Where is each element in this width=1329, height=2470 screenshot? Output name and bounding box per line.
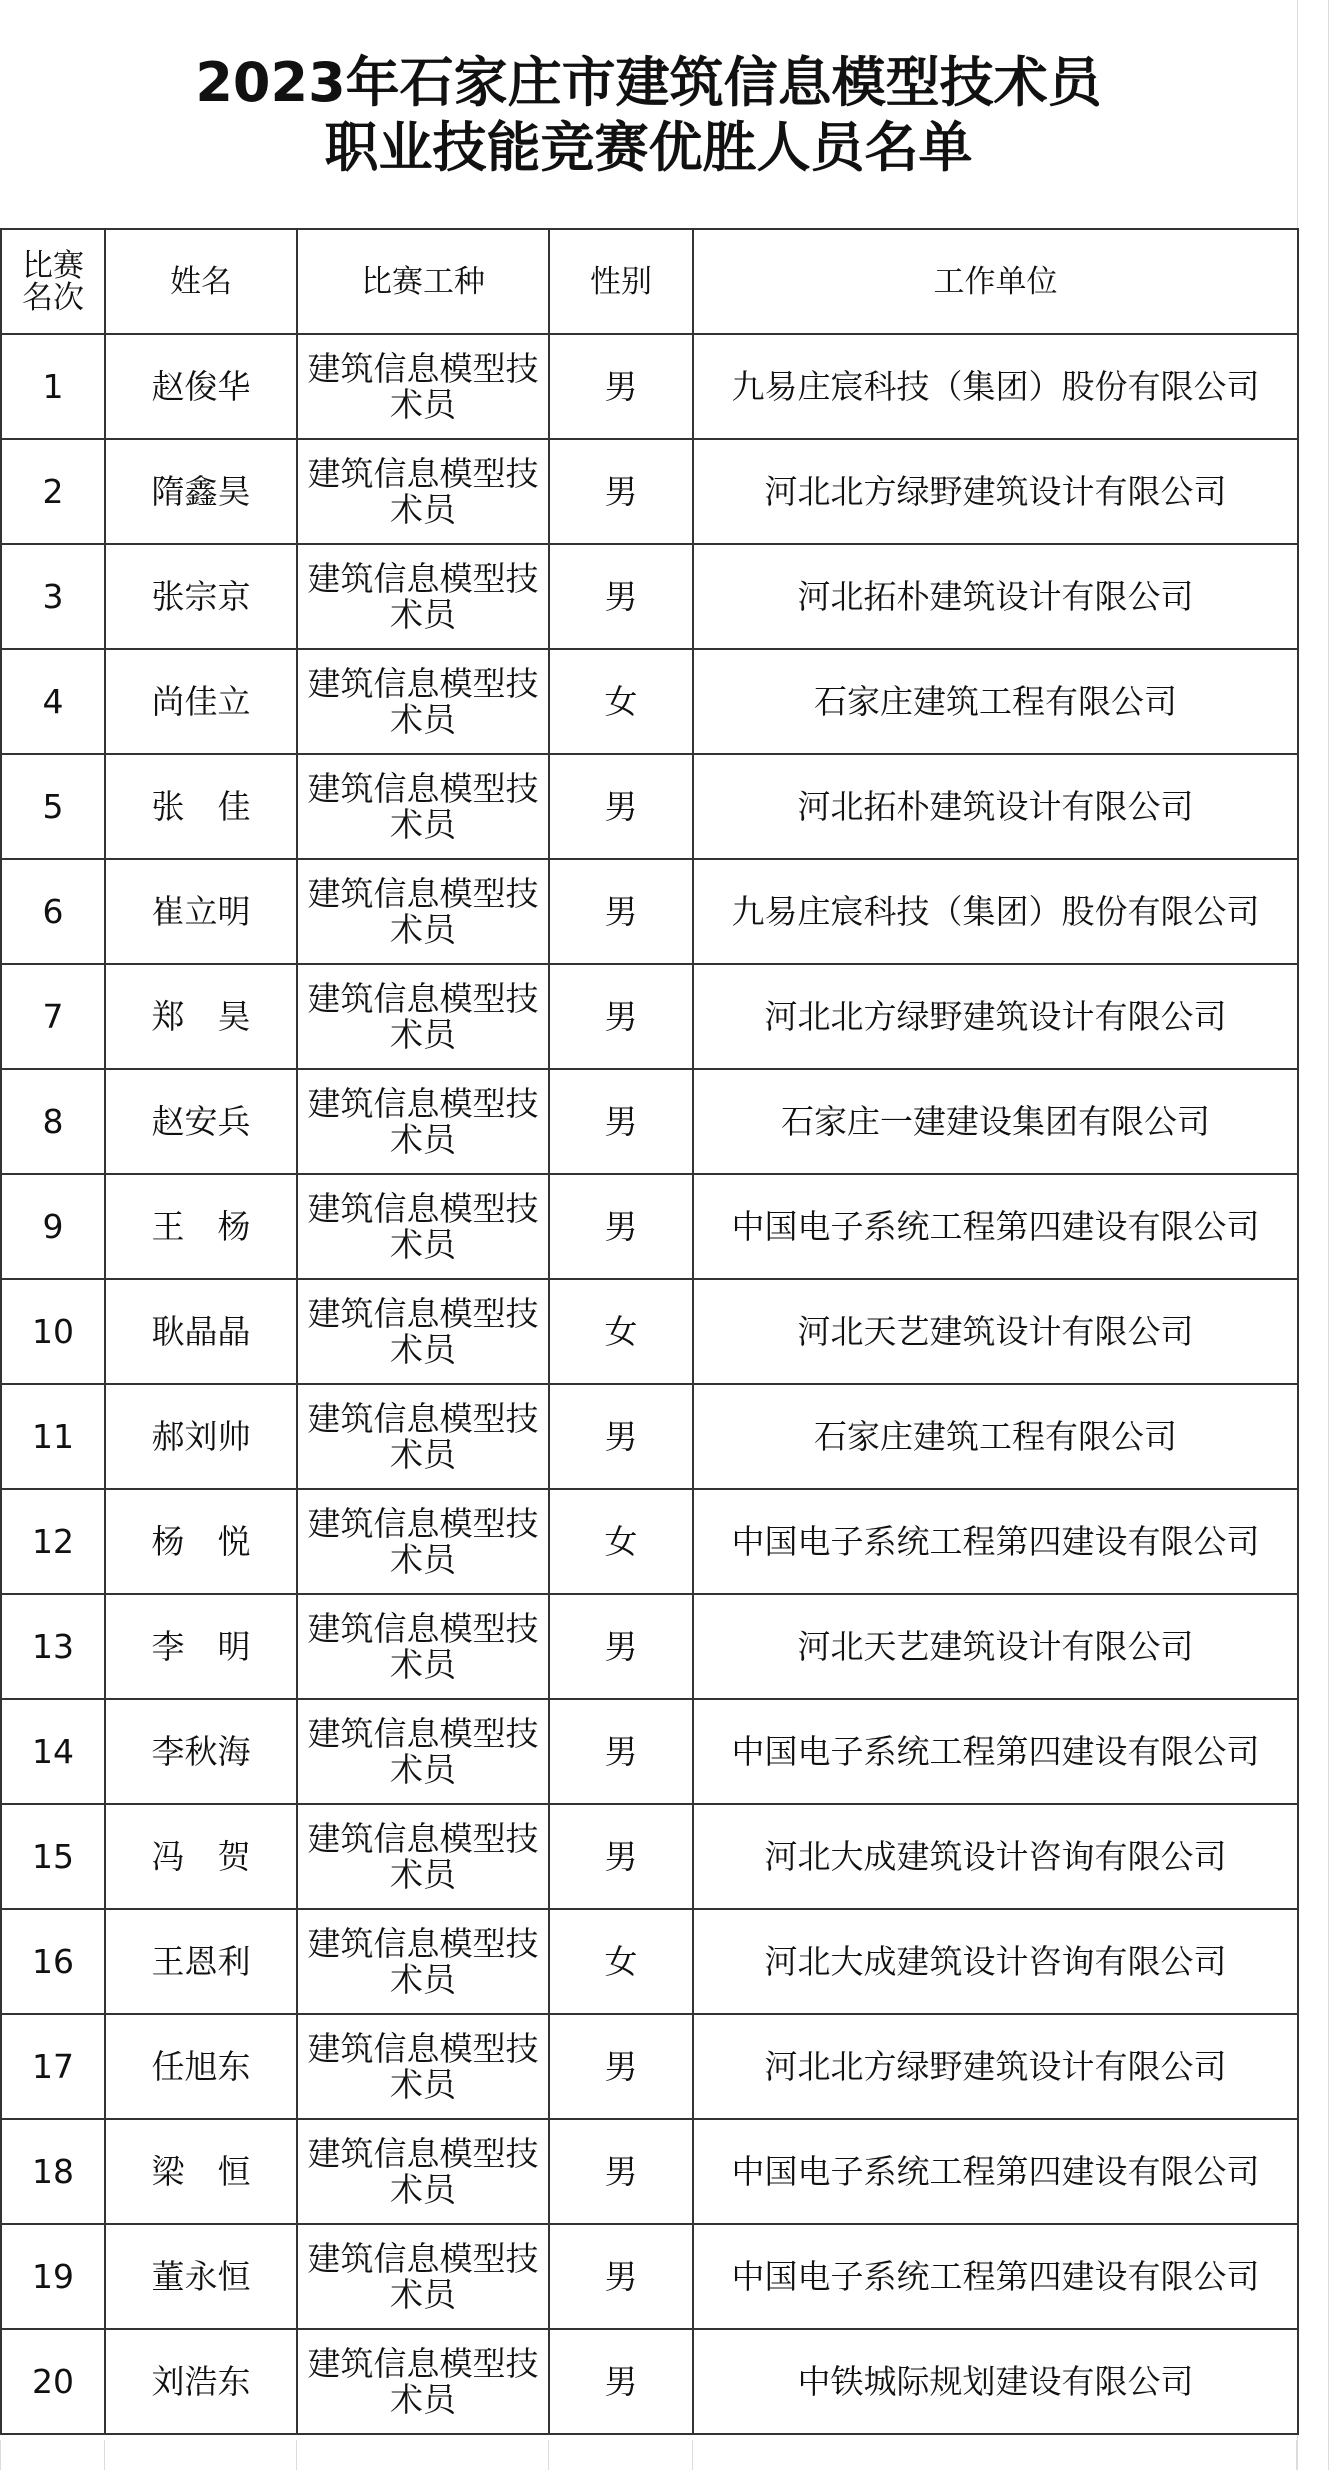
cell-competition-type — [297, 1489, 549, 1594]
table-row — [1, 1699, 1298, 1804]
cell-gender: 男 — [549, 1174, 693, 1279]
competition-type-text: 建筑信息模型技术员 — [307, 1503, 539, 1579]
table-row — [1, 1594, 1298, 1699]
cell-gender: 男 — [549, 2224, 693, 2329]
cell-competition-type — [297, 2224, 549, 2329]
table-row — [1, 1489, 1298, 1594]
cell-gender: 女 — [549, 1279, 693, 1384]
header-work-unit: 工作单位 — [693, 229, 1298, 334]
cell-rank: 10 — [1, 1279, 105, 1384]
cell-rank: 12 — [1, 1489, 105, 1594]
cell-rank: 11 — [1, 1384, 105, 1489]
competition-type-text: 建筑信息模型技术员 — [307, 1923, 539, 1999]
table-row — [1, 334, 1298, 439]
cell-work-unit: 九易庄宸科技（集团）股份有限公司 — [693, 334, 1298, 439]
cell-gender: 男 — [549, 1804, 693, 1909]
cell-name: 郝刘帅 — [105, 1384, 297, 1489]
table-row — [1, 2119, 1298, 2224]
cell-name: 李秋海 — [105, 1699, 297, 1804]
header-rank: 比赛名次 — [1, 229, 105, 334]
competition-type-text: 建筑信息模型技术员 — [307, 1398, 539, 1474]
cell-rank: 6 — [1, 859, 105, 964]
competition-type-text: 建筑信息模型技术员 — [307, 2028, 539, 2104]
sheet-bottom-strip — [0, 2440, 1297, 2470]
cell-gender: 男 — [549, 754, 693, 859]
cell-competition-type — [297, 1279, 549, 1384]
cell-gender: 男 — [549, 1384, 693, 1489]
cell-competition-type — [297, 2119, 549, 2224]
cell-work-unit: 中铁城际规划建设有限公司 — [693, 2329, 1298, 2434]
competition-type-text: 建筑信息模型技术员 — [307, 348, 539, 424]
cell-work-unit: 中国电子系统工程第四建设有限公司 — [693, 1699, 1298, 1804]
competition-type-text: 建筑信息模型技术员 — [307, 1818, 539, 1894]
cell-work-unit: 九易庄宸科技（集团）股份有限公司 — [693, 859, 1298, 964]
cell-competition-type — [297, 544, 549, 649]
cell-competition-type — [297, 2329, 549, 2434]
cell-name: 冯 贺 — [105, 1804, 297, 1909]
cell-rank: 1 — [1, 334, 105, 439]
cell-rank: 16 — [1, 1909, 105, 2014]
cell-rank: 2 — [1, 439, 105, 544]
cell-gender: 女 — [549, 1489, 693, 1594]
header-competition-type: 比赛工种 — [297, 229, 549, 334]
sheet-gridline — [0, 2440, 1, 2470]
competition-type-text: 建筑信息模型技术员 — [307, 2133, 539, 2209]
cell-work-unit: 河北天艺建筑设计有限公司 — [693, 1279, 1298, 1384]
competition-type-text: 建筑信息模型技术员 — [307, 2343, 539, 2419]
cell-competition-type — [297, 2014, 549, 2119]
cell-gender: 男 — [549, 964, 693, 1069]
document-title-line-2: 职业技能竞赛优胜人员名单 — [324, 116, 973, 179]
cell-name: 王 杨 — [105, 1174, 297, 1279]
cell-competition-type — [297, 1699, 549, 1804]
cell-rank: 18 — [1, 2119, 105, 2224]
cell-competition-type — [297, 754, 549, 859]
cell-name: 杨 悦 — [105, 1489, 297, 1594]
header-gender: 性别 — [549, 229, 693, 334]
cell-competition-type — [297, 439, 549, 544]
cell-name: 崔立明 — [105, 859, 297, 964]
cell-name: 任旭东 — [105, 2014, 297, 2119]
sheet-gridline — [548, 2440, 549, 2470]
cell-work-unit: 河北拓朴建筑设计有限公司 — [693, 544, 1298, 649]
cell-work-unit: 中国电子系统工程第四建设有限公司 — [693, 2224, 1298, 2329]
cell-name: 隋鑫昊 — [105, 439, 297, 544]
cell-gender: 男 — [549, 544, 693, 649]
sheet-gridline — [104, 2440, 105, 2470]
table-row — [1, 2224, 1298, 2329]
cell-gender: 男 — [549, 439, 693, 544]
cell-work-unit: 河北北方绿野建筑设计有限公司 — [693, 439, 1298, 544]
table-row — [1, 859, 1298, 964]
cell-name: 王恩利 — [105, 1909, 297, 2014]
competition-type-text: 建筑信息模型技术员 — [307, 1188, 539, 1264]
competition-type-text: 建筑信息模型技术员 — [307, 558, 539, 634]
document-title-line-1: 2023年石家庄市建筑信息模型技术员 — [195, 51, 1102, 114]
competition-type-text: 建筑信息模型技术员 — [307, 453, 539, 529]
competition-type-text: 建筑信息模型技术员 — [307, 978, 539, 1054]
table-row — [1, 439, 1298, 544]
cell-gender: 女 — [549, 649, 693, 754]
cell-name: 赵俊华 — [105, 334, 297, 439]
cell-rank: 8 — [1, 1069, 105, 1174]
competition-type-text: 建筑信息模型技术员 — [307, 1293, 539, 1369]
cell-competition-type — [297, 1384, 549, 1489]
cell-gender: 男 — [549, 1699, 693, 1804]
cell-work-unit: 河北北方绿野建筑设计有限公司 — [693, 2014, 1298, 2119]
cell-gender: 男 — [549, 859, 693, 964]
competition-type-text: 建筑信息模型技术员 — [307, 663, 539, 739]
competition-type-text: 建筑信息模型技术员 — [307, 1713, 539, 1789]
cell-name: 耿晶晶 — [105, 1279, 297, 1384]
cell-work-unit: 石家庄建筑工程有限公司 — [693, 649, 1298, 754]
cell-work-unit: 河北拓朴建筑设计有限公司 — [693, 754, 1298, 859]
table-row — [1, 964, 1298, 1069]
cell-competition-type — [297, 964, 549, 1069]
table-row — [1, 754, 1298, 859]
competition-type-text: 建筑信息模型技术员 — [307, 873, 539, 949]
cell-competition-type — [297, 649, 549, 754]
cell-competition-type — [297, 1804, 549, 1909]
table-row — [1, 1804, 1298, 1909]
competition-type-text: 建筑信息模型技术员 — [307, 1608, 539, 1684]
cell-rank: 13 — [1, 1594, 105, 1699]
table-row — [1, 1279, 1298, 1384]
cell-competition-type — [297, 1069, 549, 1174]
cell-rank: 7 — [1, 964, 105, 1069]
cell-work-unit: 河北北方绿野建筑设计有限公司 — [693, 964, 1298, 1069]
cell-work-unit: 中国电子系统工程第四建设有限公司 — [693, 1489, 1298, 1594]
cell-competition-type — [297, 1909, 549, 2014]
cell-name: 刘浩东 — [105, 2329, 297, 2434]
sheet-gridline — [296, 2440, 297, 2470]
cell-name: 梁 恒 — [105, 2119, 297, 2224]
table-header-row — [1, 229, 1298, 334]
cell-name: 张 佳 — [105, 754, 297, 859]
cell-name: 郑 昊 — [105, 964, 297, 1069]
cell-competition-type — [297, 334, 549, 439]
cell-gender: 男 — [549, 1069, 693, 1174]
header-name: 姓名 — [105, 229, 297, 334]
table-row — [1, 1384, 1298, 1489]
cell-gender: 男 — [549, 334, 693, 439]
cell-name: 李 明 — [105, 1594, 297, 1699]
cell-name: 董永恒 — [105, 2224, 297, 2329]
table-row — [1, 1909, 1298, 2014]
sheet-gridline — [692, 2440, 693, 2470]
cell-work-unit: 中国电子系统工程第四建设有限公司 — [693, 1174, 1298, 1279]
competition-type-text: 建筑信息模型技术员 — [307, 768, 539, 844]
cell-work-unit: 河北天艺建筑设计有限公司 — [693, 1594, 1298, 1699]
winners-table — [0, 228, 1299, 2435]
cell-competition-type — [297, 1594, 549, 1699]
cell-rank: 15 — [1, 1804, 105, 1909]
cell-name: 张宗京 — [105, 544, 297, 649]
cell-work-unit: 河北大成建筑设计咨询有限公司 — [693, 1909, 1298, 2014]
cell-work-unit: 河北大成建筑设计咨询有限公司 — [693, 1804, 1298, 1909]
competition-type-text: 建筑信息模型技术员 — [307, 1083, 539, 1159]
sheet-gridline — [1296, 2440, 1297, 2470]
cell-rank: 14 — [1, 1699, 105, 1804]
cell-rank: 3 — [1, 544, 105, 649]
cell-work-unit: 石家庄一建建设集团有限公司 — [693, 1069, 1298, 1174]
cell-rank: 20 — [1, 2329, 105, 2434]
table-row — [1, 1069, 1298, 1174]
cell-rank: 19 — [1, 2224, 105, 2329]
table-row — [1, 649, 1298, 754]
cell-work-unit: 中国电子系统工程第四建设有限公司 — [693, 2119, 1298, 2224]
cell-gender: 男 — [549, 2014, 693, 2119]
cell-rank: 5 — [1, 754, 105, 859]
table-row — [1, 2329, 1298, 2434]
cell-name: 尚佳立 — [105, 649, 297, 754]
cell-name: 赵安兵 — [105, 1069, 297, 1174]
table-row — [1, 544, 1298, 649]
cell-competition-type — [297, 859, 549, 964]
competition-type-text: 建筑信息模型技术员 — [307, 2238, 539, 2314]
cell-gender: 男 — [549, 1594, 693, 1699]
cell-gender: 女 — [549, 1909, 693, 2014]
cell-competition-type — [297, 1174, 549, 1279]
table-row — [1, 1174, 1298, 1279]
table-row — [1, 2014, 1298, 2119]
cell-gender: 男 — [549, 2119, 693, 2224]
cell-rank: 9 — [1, 1174, 105, 1279]
cell-rank: 17 — [1, 2014, 105, 2119]
cell-rank: 4 — [1, 649, 105, 754]
cell-work-unit: 石家庄建筑工程有限公司 — [693, 1384, 1298, 1489]
cell-gender: 男 — [549, 2329, 693, 2434]
